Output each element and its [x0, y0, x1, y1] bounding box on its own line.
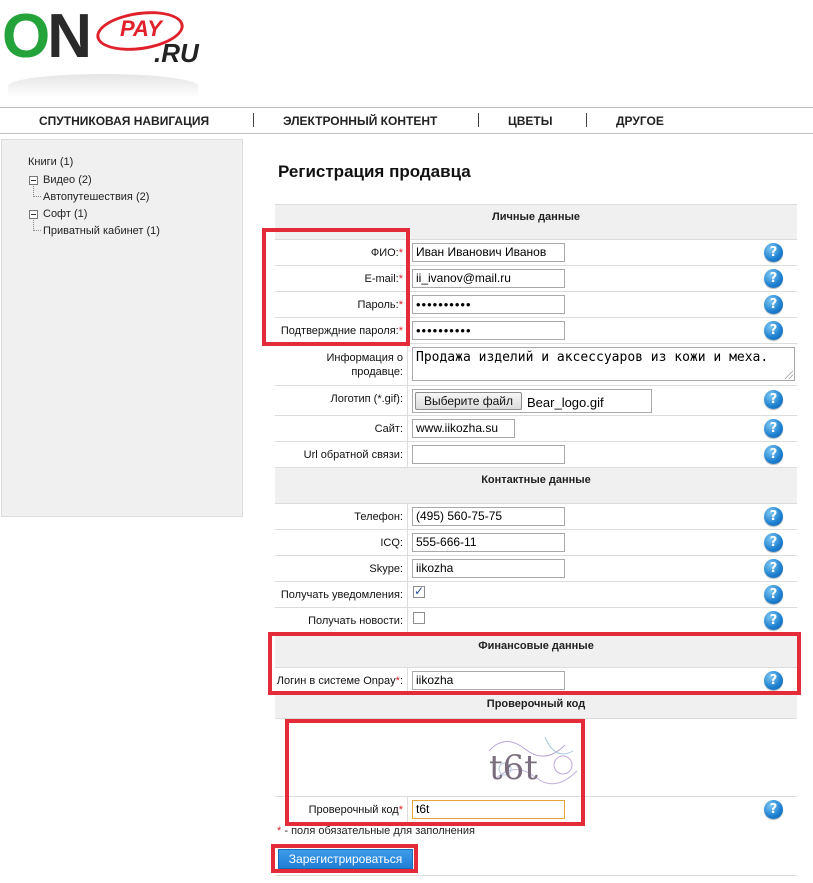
svg-text:t6t: t6t [489, 748, 538, 787]
tree-connector [33, 186, 41, 197]
help-icon[interactable]: ? [764, 295, 783, 314]
section-personal-data: Личные данные [275, 204, 797, 240]
fio-label: ФИО: * [275, 240, 408, 265]
row-seller-info [275, 343, 797, 385]
fio-input[interactable]: Иван Иванович Иванов [412, 243, 565, 262]
captcha-image [485, 731, 581, 787]
selected-file-name: Bear_logo.gif [527, 395, 604, 410]
row-email [275, 265, 797, 291]
callback-url-input[interactable] [412, 445, 565, 464]
password-confirm-label: Подтверждние пароля: * [275, 318, 408, 343]
resize-grip-icon[interactable] [785, 371, 793, 379]
category-books[interactable]: Книги (1) [28, 156, 74, 168]
help-icon[interactable]: ? [764, 269, 783, 288]
choose-file-button[interactable]: Выберите файл [415, 392, 522, 410]
logo-file-input[interactable] [412, 389, 652, 413]
section-verification-code: Проверочный код [275, 693, 797, 719]
row-skype [275, 555, 797, 581]
skype-input[interactable]: iikozha [412, 559, 565, 578]
top-navigation [0, 107, 813, 134]
onpay-login-input[interactable]: iikozha [412, 671, 565, 690]
collapse-soft-icon[interactable] [29, 210, 38, 219]
row-captcha-code [275, 796, 797, 822]
captcha-area [275, 718, 797, 796]
help-icon[interactable]: ? [764, 419, 783, 438]
icq-input[interactable]: 555-666-11 [412, 533, 565, 552]
captcha-code-label: Проверочный код * [275, 797, 408, 822]
nav-separator [478, 113, 479, 127]
captcha-code-input[interactable]: t6t [412, 800, 565, 819]
notify-label: Получать уведомления: [275, 582, 408, 607]
nav-separator [586, 113, 587, 127]
onpay-login-label: Логин в системе Onpay * : [275, 668, 408, 693]
category-auto-travel[interactable]: Автопутешествия (2) [43, 191, 150, 203]
tree-connector [33, 220, 41, 231]
help-icon[interactable]: ? [764, 533, 783, 552]
row-password [275, 291, 797, 317]
help-icon[interactable]: ? [764, 671, 783, 690]
row-logo-upload [275, 385, 797, 415]
help-icon[interactable]: ? [764, 611, 783, 630]
phone-input[interactable]: (495) 560-75-75 [412, 507, 565, 526]
icq-label: ICQ: [275, 530, 408, 555]
help-icon[interactable]: ? [764, 559, 783, 578]
row-password-confirm [275, 317, 797, 343]
site-input[interactable]: www.iikozha.su [412, 419, 515, 438]
row-phone [275, 503, 797, 529]
seller-info-label: Информация о продавце: [275, 344, 408, 385]
nav-satellite-navigation[interactable]: СПУТНИКОВАЯ НАВИГАЦИЯ [39, 114, 210, 128]
logo-ru-text: .RU [154, 38, 199, 68]
logo-pay-text: PAY [120, 16, 162, 41]
row-fio [275, 239, 797, 265]
email-label: E-mail: * [275, 266, 408, 291]
help-icon[interactable]: ? [764, 800, 783, 819]
nav-separator [253, 113, 254, 127]
row-icq [275, 529, 797, 555]
row-onpay-login [275, 667, 797, 693]
seller-info-text: Продажа изделий и аксессуаров из кожи и меха. [416, 350, 769, 365]
collapse-video-icon[interactable] [29, 176, 38, 185]
help-icon[interactable]: ? [764, 243, 783, 262]
divider [275, 875, 797, 876]
nav-other[interactable]: ДРУГОЕ [616, 114, 664, 128]
onpay-logo[interactable] [2, 2, 207, 102]
callback-url-label: Url обратной связи: [275, 442, 408, 467]
category-video[interactable]: Видео (2) [43, 174, 92, 186]
nav-electronic-content[interactable]: ЭЛЕКТРОННЫЙ КОНТЕНТ [283, 114, 438, 128]
logo-upload-label: Логотип (*.gif): [275, 386, 408, 415]
category-soft[interactable]: Софт (1) [43, 208, 88, 220]
email-input[interactable]: ii_ivanov@mail.ru [412, 269, 565, 288]
section-financial-data: Финансовые данные [275, 633, 797, 669]
row-notify [275, 581, 797, 607]
section-contact-data: Контактные данные [275, 467, 797, 503]
page-title: Регистрация продавца [278, 162, 471, 181]
nav-flowers[interactable]: ЦВЕТЫ [508, 114, 553, 128]
skype-label: Skype: [275, 556, 408, 581]
password-label: Пароль: * [275, 292, 408, 317]
row-news [275, 607, 797, 633]
required-fields-note: * - поля обязательные для заполнения [277, 825, 475, 837]
help-icon[interactable]: ? [764, 321, 783, 340]
row-site [275, 415, 797, 441]
password-input[interactable]: •••••••••• [412, 295, 565, 314]
help-icon[interactable]: ? [764, 585, 783, 604]
category-private-cabinet[interactable]: Приватный кабинет (1) [43, 225, 160, 237]
phone-label: Телефон: [275, 504, 408, 529]
news-label: Получать новости: [275, 608, 408, 633]
news-checkbox[interactable] [413, 612, 425, 624]
row-callback-url [275, 441, 797, 467]
category-sidebar [1, 139, 243, 517]
seller-info-textarea[interactable] [412, 347, 795, 381]
site-label: Сайт: [275, 416, 408, 441]
help-icon[interactable]: ? [764, 390, 783, 409]
help-icon[interactable]: ? [764, 507, 783, 526]
password-confirm-input[interactable]: •••••••••• [412, 321, 565, 340]
register-button[interactable]: Зарегистрироваться [278, 849, 413, 869]
logo-reflection [8, 74, 198, 98]
help-icon[interactable]: ? [764, 445, 783, 464]
logo-on-text: ON [2, 2, 90, 71]
notify-checkbox[interactable] [413, 586, 425, 598]
